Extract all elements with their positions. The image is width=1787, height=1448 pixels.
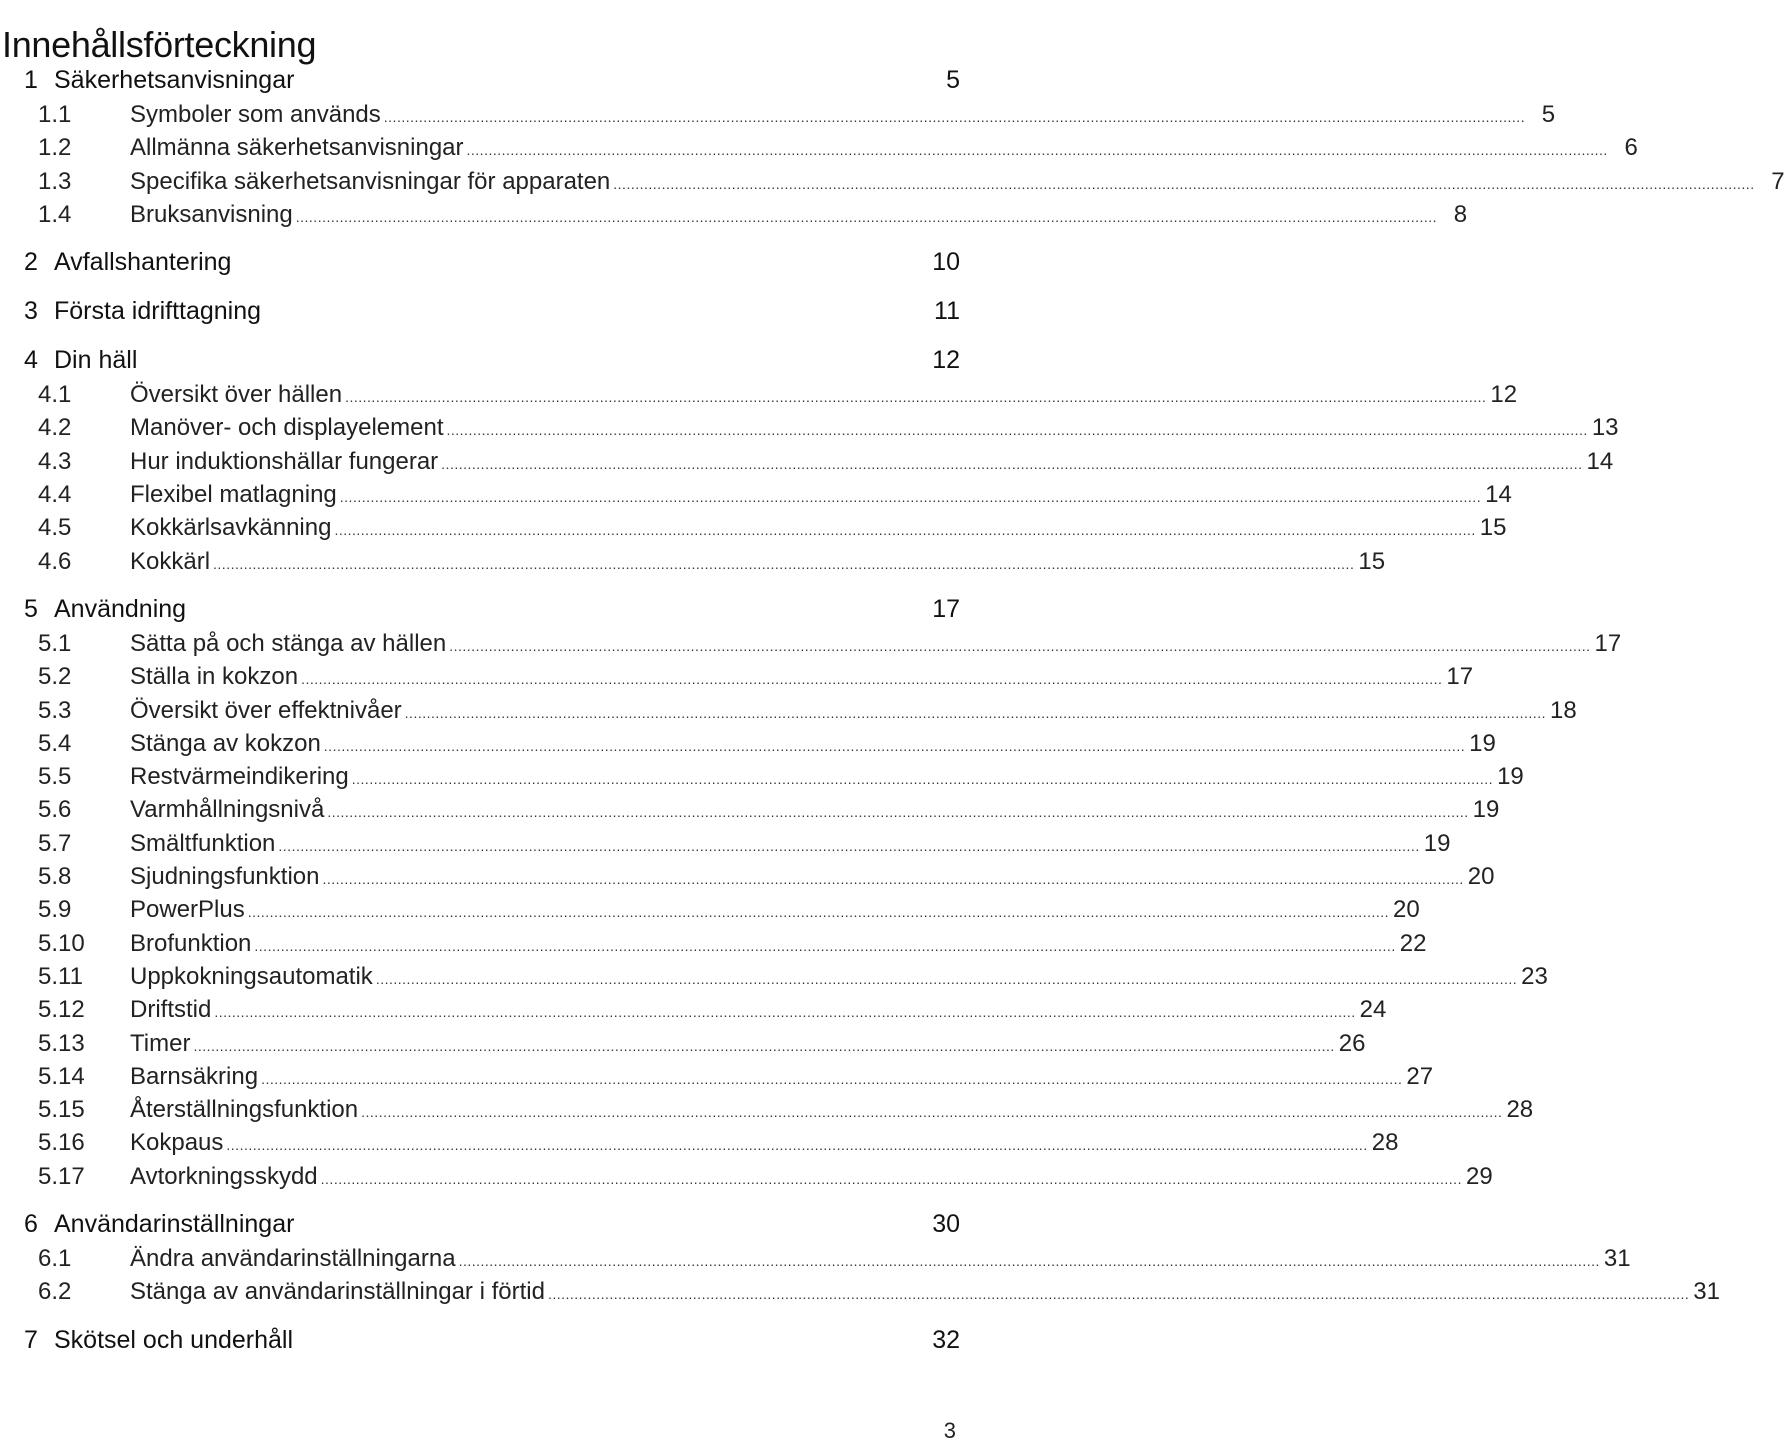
toc-chapter-6[interactable] <box>0 1206 962 1242</box>
chapter-title: Din häll <box>54 346 138 375</box>
section-title: Översikt över effektnivåer <box>130 696 402 724</box>
dot-leader: .................................................................................................................................................................................................................................................................... <box>213 555 1355 572</box>
section-title: Driftstid <box>130 996 212 1024</box>
section-page: 12 <box>1490 381 1518 409</box>
section-number: 5.3 <box>38 696 72 724</box>
dot-leader: .................................................................................................................................................................................................................................................................... <box>320 1170 1462 1187</box>
section-number: 6.2 <box>38 1278 72 1306</box>
chapter-title: Skötsel och underhåll <box>54 1325 294 1354</box>
section-title: Kokkärlsavkänning <box>130 514 332 542</box>
section-title: Ändra användarinställningarna <box>130 1245 456 1273</box>
section-title: Manöver- och displayelement <box>130 414 444 442</box>
section-title: Brofunktion <box>130 929 252 957</box>
toc-section-4-6[interactable] <box>0 545 1386 578</box>
chapter-page: 30 <box>932 1210 960 1239</box>
section-title: Ställa in kokzon <box>130 663 299 691</box>
dot-leader: .................................................................................................................................................................................................................................................................... <box>547 1286 1690 1303</box>
section-number: 5.6 <box>38 796 72 824</box>
toc-section-5-15[interactable] <box>0 1093 1534 1126</box>
dot-leader: .................................................................................................................................................................................................................................................................... <box>226 1137 1368 1154</box>
toc-chapter-3[interactable] <box>0 293 962 329</box>
section-page: 20 <box>1467 863 1495 891</box>
chapter-number: 3 <box>24 297 38 326</box>
section-page: 19 <box>1423 829 1451 857</box>
section-title: Hur induktionshällar fungerar <box>130 447 439 475</box>
toc-section-1-4[interactable] <box>0 198 1468 231</box>
section-page: 28 <box>1506 1096 1534 1124</box>
section-page: 22 <box>1399 929 1427 957</box>
chapter-number: 7 <box>24 1325 38 1354</box>
toc-section-4-5[interactable] <box>0 511 1507 544</box>
dot-leader: .................................................................................................................................................................................................................................................................... <box>322 871 1464 888</box>
dot-leader: .................................................................................................................................................................................................................................................................... <box>327 804 1469 821</box>
toc-section-5-16[interactable] <box>0 1126 1399 1159</box>
section-title: Allmänna säkerhetsanvisningar <box>130 134 464 162</box>
toc-chapter-4[interactable] <box>0 342 962 378</box>
chapter-title: Första idrifttagning <box>54 297 262 326</box>
toc-section-4-4[interactable] <box>0 478 1512 511</box>
section-title: Stänga av kokzon <box>130 729 321 757</box>
toc-section-1-2[interactable] <box>0 131 1638 164</box>
toc-chapter-5[interactable] <box>0 591 962 627</box>
dot-leader: .................................................................................................................................................................................................................................................................... <box>441 455 1583 472</box>
toc-section-4-3[interactable] <box>0 445 1614 478</box>
section-number: 5.10 <box>38 929 85 957</box>
section-title: Restvärmeindikering <box>130 763 349 791</box>
section-number: 1.2 <box>38 134 72 162</box>
toc-section-1-1[interactable] <box>0 98 1556 131</box>
section-page: 24 <box>1359 996 1387 1024</box>
section-number: 5.1 <box>38 629 72 657</box>
toc-section-5-2[interactable] <box>0 660 1474 693</box>
section-number: 6.1 <box>38 1245 72 1273</box>
chapter-title: Avfallshantering <box>54 248 232 277</box>
toc-section-1-3[interactable] <box>0 165 1785 198</box>
section-number: 1.4 <box>38 200 72 228</box>
page-number: 3 <box>943 1418 956 1443</box>
dot-leader: .................................................................................................................................................................................................................................................................... <box>214 1004 1356 1021</box>
section-title: PowerPlus <box>130 896 245 924</box>
dot-leader: .................................................................................................................................................................................................................................................................... <box>278 837 1420 854</box>
section-title: Kokkärl <box>130 547 211 575</box>
section-title: Flexibel matlagning <box>130 481 337 509</box>
section-page: 6 <box>1624 134 1638 162</box>
section-title: Uppkokningsautomatik <box>130 962 373 990</box>
section-page: 13 <box>1591 414 1619 442</box>
chapter-title: Användarinställningar <box>54 1210 295 1239</box>
dot-leader: .................................................................................................................................................................................................................................................................... <box>458 1253 1600 1270</box>
section-page: 19 <box>1469 729 1496 757</box>
section-title: Återställningsfunktion <box>130 1096 359 1124</box>
toc-section-5-12[interactable] <box>0 993 1387 1026</box>
section-page: 26 <box>1338 1029 1366 1057</box>
section-page: 15 <box>1358 547 1386 575</box>
section-page: 17 <box>1594 629 1622 657</box>
dot-leader: .................................................................................................................................................................................................................................................................... <box>334 522 1476 539</box>
section-number: 5.2 <box>38 663 72 691</box>
dot-leader: .................................................................................................................................................................................................................................................................... <box>404 704 1546 721</box>
toc-chapter-1[interactable] <box>0 62 962 98</box>
chapter-title: Användning <box>54 594 187 623</box>
section-page: 5 <box>1541 101 1556 128</box>
section-number: 4.3 <box>38 447 72 475</box>
dot-leader: .................................................................................................................................................................................................................................................................... <box>446 422 1588 439</box>
section-number: 4.5 <box>38 514 72 542</box>
section-number: 5.17 <box>38 1162 85 1190</box>
chapter-number: 2 <box>24 248 38 277</box>
toc-section-5-11[interactable] <box>0 960 1548 993</box>
section-number: 4.1 <box>38 381 72 409</box>
section-title: Smältfunktion <box>130 829 276 857</box>
section-page: 18 <box>1549 696 1577 724</box>
toc-section-6-1[interactable] <box>0 1242 1631 1275</box>
dot-leader: .................................................................................................................................................................................................................................................................... <box>351 771 1494 788</box>
section-page: 23 <box>1521 962 1548 990</box>
toc-chapter-7[interactable] <box>0 1322 962 1358</box>
section-title: Stänga av användarinställningar i förtid <box>130 1278 545 1306</box>
chapter-number: 6 <box>24 1210 38 1239</box>
section-title: Bruksanvisning <box>130 200 293 228</box>
section-page: 8 <box>1453 200 1468 228</box>
section-number: 4.2 <box>38 414 72 442</box>
dot-leader: .................................................................................................................................................................................................................................................................... <box>375 970 1518 987</box>
toc-section-5-7[interactable] <box>0 827 1451 860</box>
toc-section-5-13[interactable] <box>0 1027 1366 1060</box>
chapter-page: 12 <box>932 346 960 375</box>
dot-leader: .................................................................................................................................................................................................................................................................... <box>345 389 1487 406</box>
toc-section-4-1[interactable] <box>0 378 1518 411</box>
toc-section-5-1[interactable] <box>0 627 1622 660</box>
toc-section-5-17[interactable] <box>0 1160 1493 1193</box>
section-number: 5.14 <box>38 1062 85 1090</box>
section-page: 20 <box>1393 896 1420 924</box>
section-title: Symboler som används <box>130 101 381 128</box>
chapter-page: 5 <box>946 66 960 94</box>
dot-leader: .................................................................................................................................................................................................................................................................... <box>613 175 1755 192</box>
section-title: Varmhållningsnivå <box>130 796 325 824</box>
section-page: 14 <box>1485 481 1512 509</box>
dot-leader: .................................................................................................................................................................................................................................................................... <box>254 937 1396 954</box>
section-page: 19 <box>1472 796 1500 824</box>
toc-chapter-2[interactable] <box>0 244 962 280</box>
section-number: 5.5 <box>38 763 72 791</box>
section-page: 27 <box>1406 1062 1434 1090</box>
section-number: 1.3 <box>38 167 72 195</box>
section-title: Barnsäkring <box>130 1062 259 1090</box>
section-title: Avtorkningsskydd <box>130 1162 318 1190</box>
section-page: 29 <box>1465 1162 1493 1190</box>
chapter-page: 17 <box>932 594 960 623</box>
toc-section-5-10[interactable] <box>0 927 1427 960</box>
dot-leader: .................................................................................................................................................................................................................................................................... <box>193 1037 1335 1054</box>
chapter-number: 4 <box>24 346 38 375</box>
section-number: 5.9 <box>38 896 72 924</box>
section-page: 15 <box>1479 514 1507 542</box>
page-title: Innehållsförteckning <box>2 24 317 66</box>
section-title: Specifika säkerhetsanvisningar för apparaten <box>130 167 611 195</box>
chapter-number: 1 <box>24 66 38 94</box>
chapter-title: Säkerhetsanvisningar <box>54 66 295 94</box>
dot-leader: .................................................................................................................................................................................................................................................................... <box>295 208 1438 225</box>
section-page: 31 <box>1693 1278 1720 1306</box>
toc-section-5-14[interactable] <box>0 1060 1434 1093</box>
section-page: 17 <box>1446 663 1474 691</box>
dot-leader: .................................................................................................................................................................................................................................................................... <box>301 671 1443 688</box>
section-page: 19 <box>1497 763 1524 791</box>
toc-section-5-9[interactable] <box>0 893 1420 926</box>
section-number: 4.6 <box>38 547 72 575</box>
section-number: 1.1 <box>38 101 72 128</box>
chapter-number: 5 <box>24 594 38 623</box>
chapter-page: 11 <box>934 297 960 326</box>
chapter-page: 10 <box>932 248 960 277</box>
dot-leader: .................................................................................................................................................................................................................................................................... <box>383 109 1526 125</box>
dot-leader: .................................................................................................................................................................................................................................................................... <box>361 1104 1503 1121</box>
chapter-page: 32 <box>932 1325 960 1354</box>
section-number: 5.15 <box>38 1096 85 1124</box>
toc-section-5-3[interactable] <box>0 694 1577 727</box>
dot-leader: .................................................................................................................................................................................................................................................................... <box>323 737 1466 754</box>
section-title: Timer <box>130 1029 191 1057</box>
section-title: Kokpaus <box>130 1129 224 1157</box>
toc-section-4-2[interactable] <box>0 411 1619 444</box>
section-page: 14 <box>1586 447 1614 475</box>
dot-leader: .................................................................................................................................................................................................................................................................... <box>339 489 1482 506</box>
table-of-contents <box>0 62 1785 1358</box>
section-number: 5.13 <box>38 1029 85 1057</box>
section-title: Sätta på och stänga av hällen <box>130 629 447 657</box>
section-number: 4.4 <box>38 481 72 509</box>
toc-section-5-4[interactable] <box>0 727 1496 760</box>
dot-leader: .................................................................................................................................................................................................................................................................... <box>247 904 1390 921</box>
section-page: 28 <box>1371 1129 1399 1157</box>
section-page: 7 <box>1771 167 1785 195</box>
toc-section-5-8[interactable] <box>0 860 1495 893</box>
dot-leader: .................................................................................................................................................................................................................................................................... <box>261 1070 1403 1087</box>
section-number: 5.16 <box>38 1129 85 1157</box>
toc-section-5-6[interactable] <box>0 793 1500 826</box>
section-number: 5.12 <box>38 996 85 1024</box>
section-number: 5.4 <box>38 729 72 757</box>
toc-section-5-5[interactable] <box>0 760 1524 793</box>
section-number: 5.11 <box>38 962 83 990</box>
section-number: 5.8 <box>38 863 72 891</box>
dot-leader: .................................................................................................................................................................................................................................................................... <box>466 142 1608 159</box>
dot-leader: .................................................................................................................................................................................................................................................................... <box>449 637 1591 654</box>
toc-section-6-2[interactable] <box>0 1275 1720 1308</box>
section-title: Översikt över hällen <box>130 381 343 409</box>
section-title: Sjudningsfunktion <box>130 863 320 891</box>
section-page: 31 <box>1603 1245 1631 1273</box>
section-number: 5.7 <box>38 829 72 857</box>
